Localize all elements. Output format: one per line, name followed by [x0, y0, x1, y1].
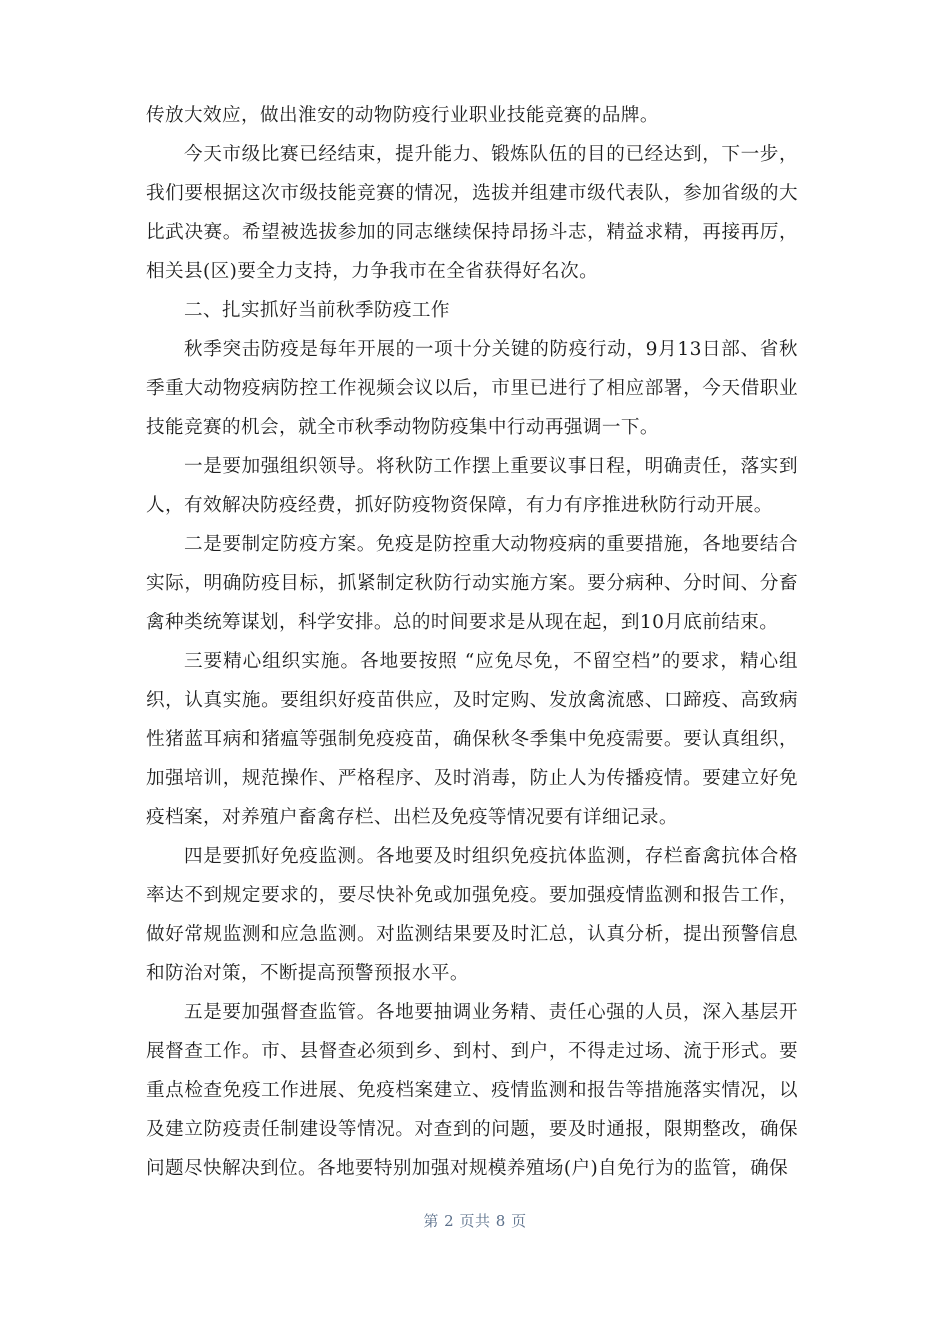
- document-body: [146, 96, 798, 1188]
- section-heading: 二、扎实抓好当前秋季防疫工作: [184, 300, 450, 321]
- page-number-label: 第 2 页共 8 页: [423, 1212, 527, 1230]
- paragraph: 今天市级比赛已经结束，提升能力、锻炼队伍的目的已经达到，下一步，我们要根据这次市级技能竞赛的情况，选拔并组建市级代表队，参加省级的大比武决赛。希望被选拔参加的同志继续保持昂扬斗志，精益求精，再接再厉，相关县(区)要全力支持，力争我市在全省获得好名次。: [146, 144, 798, 282]
- paragraph: 一是要加强组织领导。将秋防工作摆上重要议事日程，明确责任，落实到人，有效解决防疫经费，抓好防疫物资保障，有力有序推进秋防行动开展。: [146, 456, 798, 516]
- page-number-footer: [0, 1210, 950, 1231]
- paragraph: 四是要抓好免疫监测。各地要及时组织免疫抗体监测，存栏畜禽抗体合格率达不到规定要求的，要尽快补免或加强免疫。要加强疫情监测和报告工作，做好常规监测和应急监测。对监测结果要及时汇总，认真分析，提出预警信息和防治对策，不断提高预警预报水平。: [146, 846, 798, 984]
- paragraph: 传放大效应，做出淮安的动物防疫行业职业技能竞赛的品牌。: [146, 105, 659, 126]
- paragraph: 秋季突击防疫是每年开展的一项十分关键的防疫行动，9月13日部、省秋季重大动物疫病防控工作视频会议以后，市里已进行了相应部署，今天借职业技能竞赛的机会，就全市秋季动物防疫集中行动再强调一下。: [146, 339, 798, 438]
- paragraph: 五是要加强督查监管。各地要抽调业务精、责任心强的人员，深入基层开展督查工作。市、县督查必须到乡、到村、到户，不得走过场、流于形式。要重点检查免疫工作进展、免疫档案建立、疫情监测和报告等措施落实情况，以及建立防疫责任制建设等情况。对查到的问题，要及时通报，限期整改，确保问题尽快解决到位。各地要特别加强对规模养殖场(户)自免行为的监管，确保: [146, 1002, 798, 1179]
- paragraph: 三要精心组织实施。各地要按照 “应免尽免，不留空档”的要求，精心组织，认真实施。要组织好疫苗供应，及时定购、发放禽流感、口蹄疫、高致病性猪蓝耳病和猪瘟等强制免疫疫苗，确保秋冬季集中免疫需要。要认真组织，加强培训，规范操作、严格程序、及时消毒，防止人为传播疫情。要建立好免疫档案，对养殖户畜禽存栏、出栏及免疫等情况要有详细记录。: [146, 651, 798, 828]
- paragraph: 二是要制定防疫方案。免疫是防控重大动物疫病的重要措施，各地要结合实际，明确防疫目标，抓紧制定秋防行动实施方案。要分病种、分时间、分畜禽种类统筹谋划，科学安排。总的时间要求是从现在起，到10月底前结束。: [146, 534, 798, 633]
